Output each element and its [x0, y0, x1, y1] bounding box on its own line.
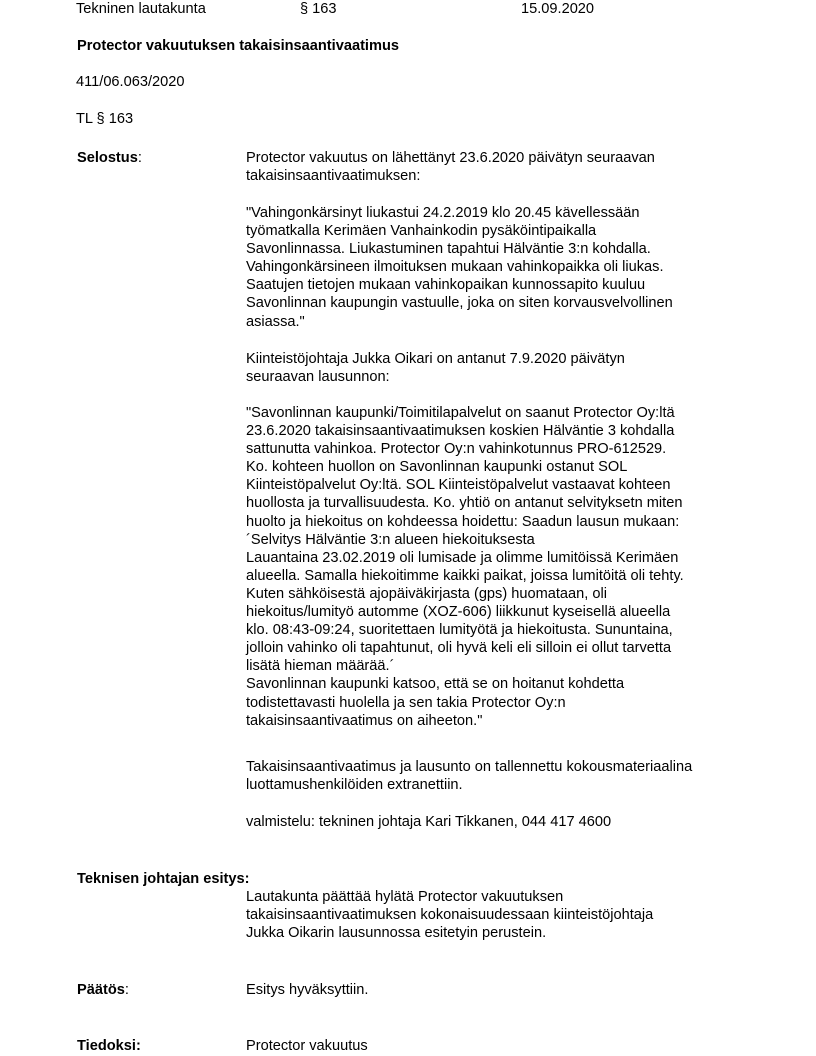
text-line: hiekoitus/lumityö automme (XOZ-606) liikkunut kyseisellä alueella — [246, 604, 671, 621]
text-line: Savonlinnan kaupunki katsoo, että se on hoitanut kohdetta — [246, 676, 625, 693]
text-line: klo. 08:43-09:24, suoritettaen lumityötä ja hiekoitusta. Sununtaina, — [246, 622, 673, 639]
text-line: Protector vakuutus on lähettänyt 23.6.2020 päivätyn seuraavan — [246, 150, 655, 166]
text-line: asiassa." — [246, 313, 305, 330]
text-line: Takaisinsaantivaatimus ja lausunto on tallennettu kokousmateriaalina — [246, 759, 693, 775]
text-line: takaisinsaantivaatimuksen kokonaisuudessaan kiinteistöjohtaja — [246, 907, 654, 924]
statement-intro — [246, 350, 786, 386]
text-line: takaisinsaantivaatimus on aiheeton." — [246, 712, 483, 729]
text-line: Kiinteistöjohtaja Jukka Oikari on antanut 7.9.2020 päivätyn — [246, 351, 625, 367]
document-title: Protector vakuutuksen takaisinsaantivaatimus — [77, 38, 399, 54]
text-line: alueella. Samalla hiekoitimme kaikki paikat, joissa lumitöitä oli tehty. — [246, 567, 684, 584]
proposal-text — [246, 888, 786, 942]
distribution-label: Tiedoksi: — [77, 1038, 141, 1054]
decision-text: Esitys hyväksyttiin. — [246, 982, 369, 998]
section-number: § 163 — [300, 1, 337, 17]
text-line: "Savonlinnan kaupunki/Toimitilapalvelut on saanut Protector Oy:ltä — [246, 405, 675, 421]
section-reference: TL § 163 — [76, 111, 134, 127]
text-line: luottamushenkilöiden extranettiin. — [246, 777, 463, 794]
selostus-intro — [246, 149, 786, 185]
text-line: huolto ja hiekoitus on kohdeessa hoidettu: Saadun lausun mukaan: — [246, 513, 680, 530]
text-line: Kuten sähköisestä ajopäiväkirjasta (gps) huomataan, oli — [246, 585, 607, 602]
text-line: Jukka Oikarin lausunnossa esitetyin perustein. — [246, 925, 547, 942]
proposal-label: Teknisen johtajan esitys: — [77, 871, 250, 887]
meeting-date: 15.09.2020 — [521, 1, 595, 17]
text-line: Ko. kohteen huollon on Savonlinnan kaupunki ostanut SOL — [246, 459, 628, 476]
decision-label-colon: : — [124, 982, 129, 998]
text-line: todistettavasti huolella ja sen takia Protector Oy:n — [246, 694, 566, 711]
selostus-label-colon: : — [137, 150, 142, 166]
text-line: Vahingonkärsineen ilmoituksen mukaan vahinkopaikka oli liukas. — [246, 259, 664, 276]
text-line: Kiinteistöpalvelut Oy:ltä. SOL Kiinteistöpalvelut vastaavat kohteen — [246, 477, 671, 494]
text-line: "Vahingonkärsinyt liukastui 24.2.2019 klo 20.45 kävellessään — [246, 205, 640, 221]
statement-quote — [246, 404, 786, 730]
distribution-text: Protector vakuutus — [246, 1038, 368, 1054]
text-line: Savonlinnassa. Liukastuminen tapahtui Hälväntie 3:n kohdalla. — [246, 241, 651, 258]
text-line: huollosta ja turvallisuudesta. Ko. yhtiö on antanut selvityksetn miten — [246, 495, 683, 512]
text-line: ´Selvitys Hälväntie 3:n alueen hiekoituksesta — [246, 531, 535, 548]
selostus-label-text: Selostus — [77, 150, 138, 166]
decision-label — [77, 981, 129, 999]
storage-note — [246, 758, 786, 794]
committee-name: Tekninen lautakunta — [76, 1, 206, 17]
text-line: lisätä hieman määrää.´ — [246, 658, 395, 675]
preparer-info: valmistelu: tekninen johtaja Kari Tikkanen, 044 417 4600 — [246, 814, 612, 830]
text-line: seuraavan lausunnon: — [246, 369, 390, 386]
text-line: Savonlinnan kaupungin vastuulle, joka on siten korvausvelvollinen — [246, 295, 673, 312]
text-line: takaisinsaantivaatimuksen: — [246, 168, 421, 185]
text-line: Lauantaina 23.02.2019 oli lumisade ja olimme lumitöissä Kerimäen — [246, 549, 679, 566]
text-line: työmatkalla Kerimäen Vanhainkodin pysäköintipaikalla — [246, 223, 597, 240]
text-line: jolloin vahinko oli tapahtunut, oli hyvä keli eli silloin ei ollut tarvetta — [246, 640, 672, 657]
text-line: 23.6.2020 takaisinsaantivaatimuksen koskien Hälväntie 3 kohdalla — [246, 423, 675, 440]
text-line: sattunutta vahinkoa. Protector Oy:n vahinkotunnus PRO-612529. — [246, 441, 667, 458]
claim-quote — [246, 204, 786, 331]
diary-number: 411/06.063/2020 — [76, 74, 185, 90]
text-line: Saatujen tietojen mukaan vahinkopaikan kunnossapito kuuluu — [246, 277, 646, 294]
selostus-label — [77, 149, 142, 167]
decision-label-text: Päätös — [77, 982, 125, 998]
text-line: Lautakunta päättää hylätä Protector vakuutuksen — [246, 889, 564, 905]
